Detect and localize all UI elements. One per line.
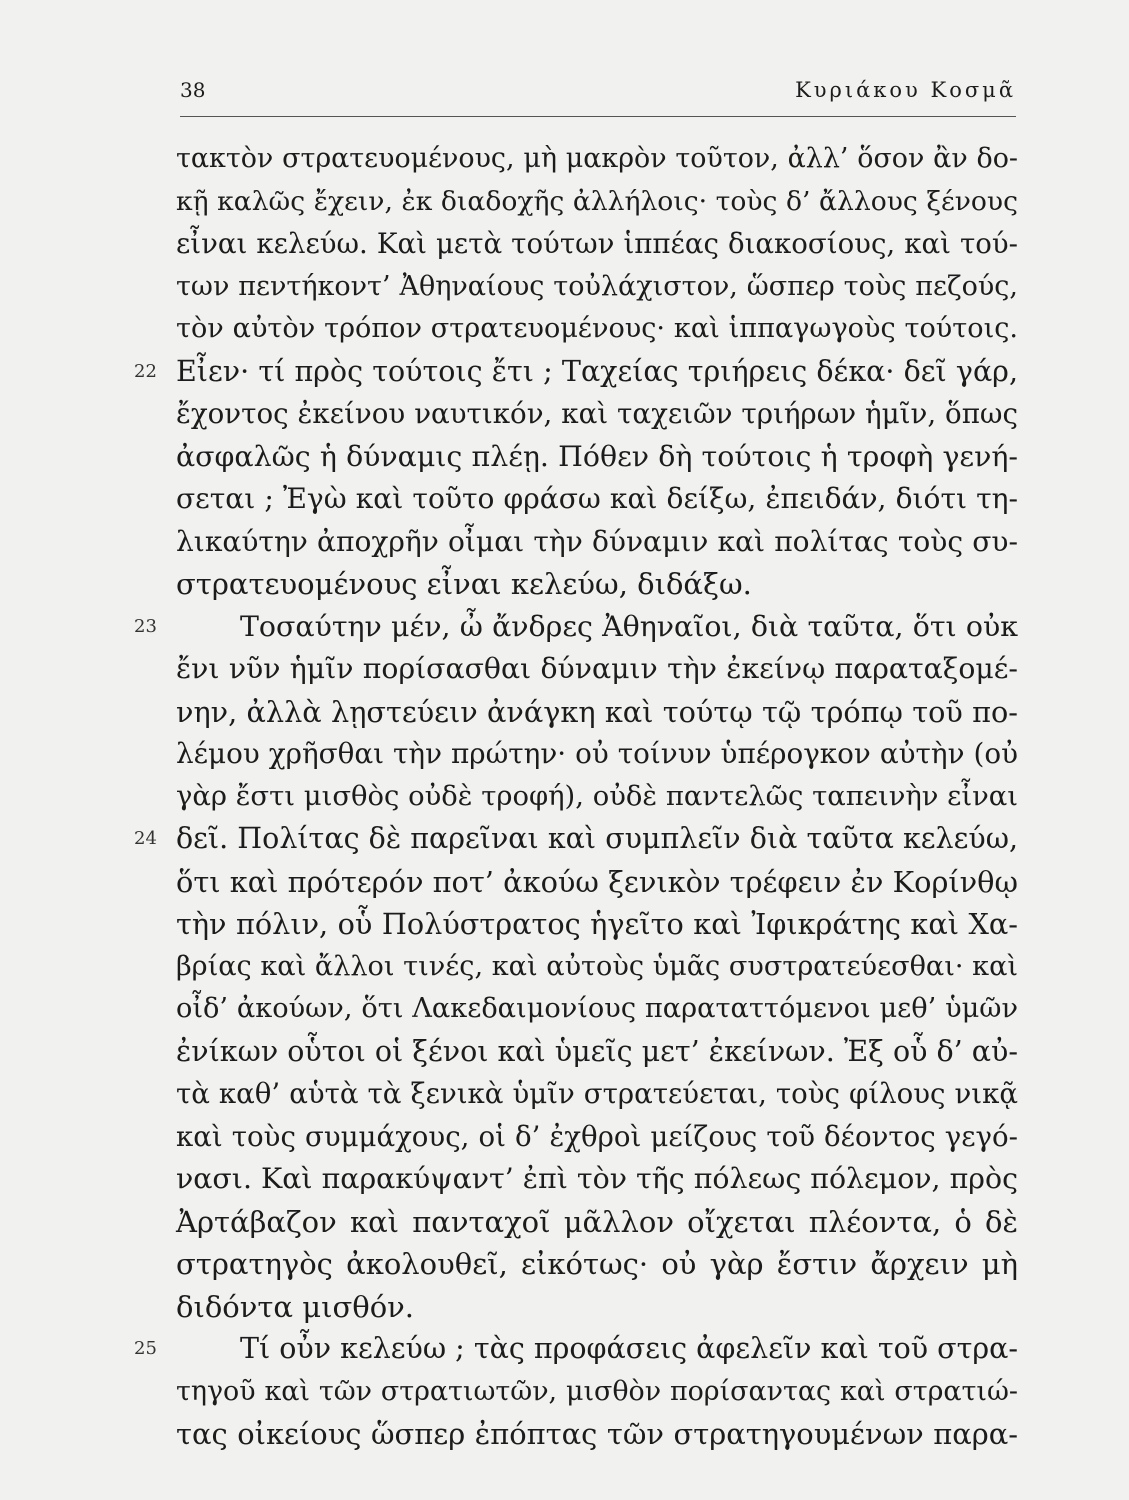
- text-line: σεται ; Ἐγὼ καὶ τοῦτο φράσω καὶ δείξω, ἐπειδάν, διότι τη-: [176, 482, 1018, 515]
- section-number-23: 23: [134, 615, 157, 637]
- text-line: τὸν αὐτὸν τρόπον στρατευομένους· καὶ ἱππαγωγοὺς τούτοις.: [176, 313, 1018, 344]
- text-line: τηγοῦ καὶ τῶν στρατιωτῶν, μισθὸν πορίσαντας καὶ στρατιώ-: [176, 1375, 1018, 1407]
- text-line: ἀσφαλῶς ἡ δύναμις πλέῃ. Πόθεν δὴ τούτοις ἡ τροφὴ γενή-: [176, 439, 1018, 473]
- text-line: οἶδ’ ἀκούων, ὅτι Λακεδαιμονίους παραταττόμενοι μεθ’ ὑμῶν: [176, 993, 1018, 1024]
- text-line-with-section: [134, 351, 1018, 394]
- text-line: λέμου χρῆσθαι τὴν πρώτην· οὐ τοίνυν ὑπέρογκον αὐτὴν (οὐ: [176, 737, 1018, 770]
- text-line: εἶναι κελεύω. Καὶ μετὰ τούτων ἱππέας διακοσίους, καὶ τού-: [176, 227, 1018, 260]
- page-header: [180, 78, 1016, 117]
- text-line: των πεντήκοντ’ Ἀθηναίους τοὐλάχιστον, ὥσπερ τοὺς πεζούς,: [176, 270, 1018, 302]
- text-line: Τί οὖν κελεύω ; τὰς προφάσεις ἀφελεῖν καὶ τοῦ στρα-: [240, 1332, 1018, 1365]
- text-line: ἐνίκων οὗτοι οἱ ξένοι καὶ ὑμεῖς μετ’ ἐκείνων. Ἐξ οὗ δ’ αὐ-: [176, 1034, 1018, 1068]
- text-line: καὶ τοὺς συμμάχους, οἱ δ’ ἐχθροὶ μείζους τοῦ δέοντος γεγό-: [176, 1119, 1018, 1153]
- text-line: Ἀρτάβαζον καὶ πανταχοῖ μᾶλλον οἴχεται πλέοντα, ὁ δὲ: [176, 1204, 1018, 1239]
- section-number-22: 22: [134, 360, 157, 382]
- text-line: γὰρ ἔστι μισθὸς οὐδὲ τροφή), οὐδὲ παντελῶς ταπεινὴν εἶναι: [176, 780, 1018, 812]
- text-line: Εἶεν· τί πρὸς τούτοις ἔτι ; Ταχείας τριήρεις δέκα· δεῖ γάρ,: [176, 354, 1018, 388]
- text-line: τὴν πόλιν, οὗ Πολύστρατος ἡγεῖτο καὶ Ἰφικράτης καὶ Χα-: [176, 907, 1018, 941]
- section-number-24: 24: [134, 828, 157, 849]
- text-line: ὅτι καὶ πρότερόν ποτ’ ἀκούω ξενικὸν τρέφειν ἐν Κορίνθῳ: [176, 864, 1018, 899]
- text-line: νην, ἀλλὰ λῃστεύειν ἀνάγκη καὶ τούτῳ τῷ τρόπῳ τοῦ πο-: [176, 694, 1018, 729]
- text-line: λικαύτην ἀποχρῆν οἶμαι τὴν δύναμιν καὶ πολίτας τοὺς συ-: [176, 524, 1018, 558]
- text-line: ἔχοντος ἐκείνου ναυτικόν, καὶ ταχειῶν τριήρων ἡμῖν, ὅπως: [176, 397, 1018, 430]
- text-line-with-section: [134, 818, 1018, 861]
- text-line: τας οἰκείους ὥσπερ ἐπόπτας τῶν στρατηγουμένων παρα-: [176, 1417, 1018, 1451]
- text-line-with-section: [134, 1328, 1018, 1371]
- section-number-25: 25: [134, 1338, 157, 1359]
- text-line: νασι. Καὶ παρακύψαντ’ ἐπὶ τὸν τῆς πόλεως πόλεμον, πρὸς: [176, 1162, 1018, 1195]
- text-line: βρίας καὶ ἄλλοι τινές, καὶ αὐτοὺς ὑμᾶς συστρατεύεσθαι· καὶ: [176, 950, 1018, 982]
- text-line-with-section: [134, 606, 1018, 649]
- text-line: Τοσαύτην μέν, ὦ ἄνδρες Ἀθηναῖοι, διὰ ταῦτα, ὅτι οὐκ: [240, 609, 1018, 643]
- page-number: 38: [180, 78, 206, 102]
- text-line: στρατευομένους εἶναι κελεύω, διδάξω.: [176, 567, 752, 601]
- body-text: [134, 138, 1018, 1456]
- text-line: τακτὸν στρατευομένους, μὴ μακρὸν τοῦτον, ἀλλ’ ὅσον ἂν δο-: [176, 143, 1018, 174]
- text-line: κῇ καλῶς ἔχειν, ἐκ διαδοχῆς ἀλλήλοις· τοὺς δ’ ἄλλους ξένους: [176, 185, 1018, 217]
- text-line: δεῖ. Πολίτας δὲ παρεῖναι καὶ συμπλεῖν διὰ ταῦτα κελεύω,: [176, 822, 1018, 855]
- text-line: στρατηγὸς ἀκολουθεῖ, εἰκότως· οὐ γὰρ ἔστιν ἄρχειν μὴ: [176, 1247, 1018, 1281]
- text-line: τὰ καθ’ αὑτὰ τὰ ξενικὰ ὑμῖν στρατεύεται, τοὺς φίλους νικᾷ: [176, 1077, 1018, 1110]
- text-line: διδόντα μισθόν.: [176, 1289, 415, 1324]
- text-line: ἔνι νῦν ἡμῖν πορίσασθαι δύναμιν τὴν ἐκείνῳ παραταξομέ-: [176, 652, 1018, 685]
- running-head: Κυριάκου Κοσμᾶ: [795, 78, 1016, 102]
